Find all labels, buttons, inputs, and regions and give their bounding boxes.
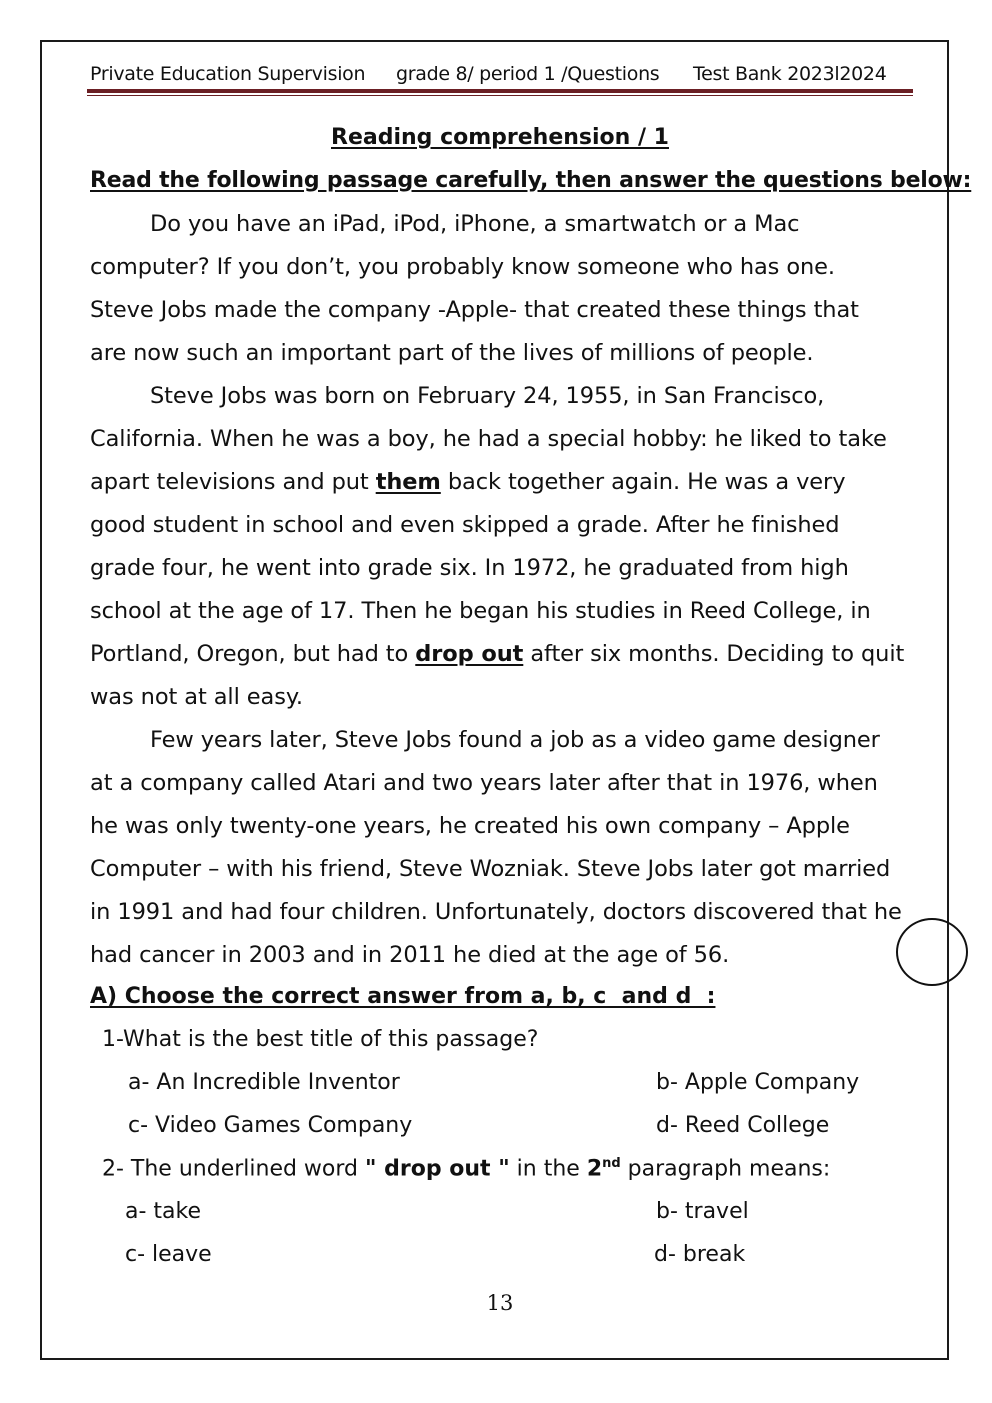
question-1: 1-What is the best title of this passage? — [102, 1027, 539, 1052]
q2-option-b[interactable]: b- travel — [656, 1199, 749, 1224]
score-circle — [896, 918, 968, 986]
header-center: grade 8/ period 1 /Questions — [396, 63, 660, 85]
header-left: Private Education Supervision — [90, 63, 366, 85]
page-number: 13 — [486, 1291, 514, 1315]
underlined-word-drop-out: drop out — [415, 641, 524, 667]
passage-line: Steve Jobs made the company -Apple- that created these things that — [90, 297, 859, 323]
instruction: Read the following passage carefully, then answer the questions below: — [90, 168, 972, 193]
passage-line: at a company called Atari and two years later after that in 1976, when — [90, 770, 878, 796]
q1-option-a[interactable]: a- An Incredible Inventor — [128, 1070, 400, 1095]
question-2: 2- The underlined word " drop out " in the 2nd paragraph means: — [102, 1156, 831, 1182]
passage-line: in 1991 and had four children. Unfortunately, doctors discovered that he — [90, 899, 902, 925]
q1-option-c[interactable]: c- Video Games Company — [128, 1113, 413, 1138]
passage-line: Few years later, Steve Jobs found a job as a video game designer — [150, 727, 880, 753]
passage-line: he was only twenty-one years, he created his own company – Apple — [90, 813, 850, 839]
underlined-word-them: them — [375, 469, 441, 495]
passage-line: Portland, Oregon, but had to drop out after six months. Deciding to quit — [90, 641, 905, 667]
passage-line: Steve Jobs was born on February 24, 1955, in San Francisco, — [150, 383, 825, 409]
passage-line: are now such an important part of the lives of millions of people. — [90, 340, 814, 366]
passage-line: computer? If you don’t, you probably know someone who has one. — [90, 254, 835, 280]
header-rule-thick — [87, 89, 913, 93]
passage-line: Do you have an iPad, iPod, iPhone, a smartwatch or a Mac — [150, 211, 800, 237]
q2-option-d[interactable]: d- break — [654, 1242, 746, 1267]
passage-line: apart televisions and put them back together again. He was a very — [90, 469, 846, 495]
q1-option-b[interactable]: b- Apple Company — [656, 1070, 860, 1095]
passage-line: was not at all easy. — [90, 684, 303, 710]
q2-option-c[interactable]: c- leave — [125, 1242, 212, 1267]
header-rule-thin — [87, 95, 913, 96]
passage-line: had cancer in 2003 and in 2011 he died at the age of 56. — [90, 942, 730, 968]
passage-line: school at the age of 17. Then he began his studies in Reed College, in — [90, 598, 871, 624]
section-a-heading: A) Choose the correct answer from a, b, c and d : — [90, 984, 716, 1009]
passage-line: grade four, he went into grade six. In 1972, he graduated from high — [90, 555, 849, 581]
passage-line: California. When he was a boy, he had a special hobby: he liked to take — [90, 426, 887, 452]
passage-line: good student in school and even skipped a grade. After he finished — [90, 512, 840, 538]
page-title: Reading comprehension / 1 — [331, 125, 669, 150]
passage-line: Computer – with his friend, Steve Wozniak. Steve Jobs later got married — [90, 856, 891, 882]
header-right: Test Bank 2023l2024 — [693, 63, 887, 85]
q2-option-a[interactable]: a- take — [125, 1199, 202, 1224]
q1-option-d[interactable]: d- Reed College — [656, 1113, 830, 1138]
